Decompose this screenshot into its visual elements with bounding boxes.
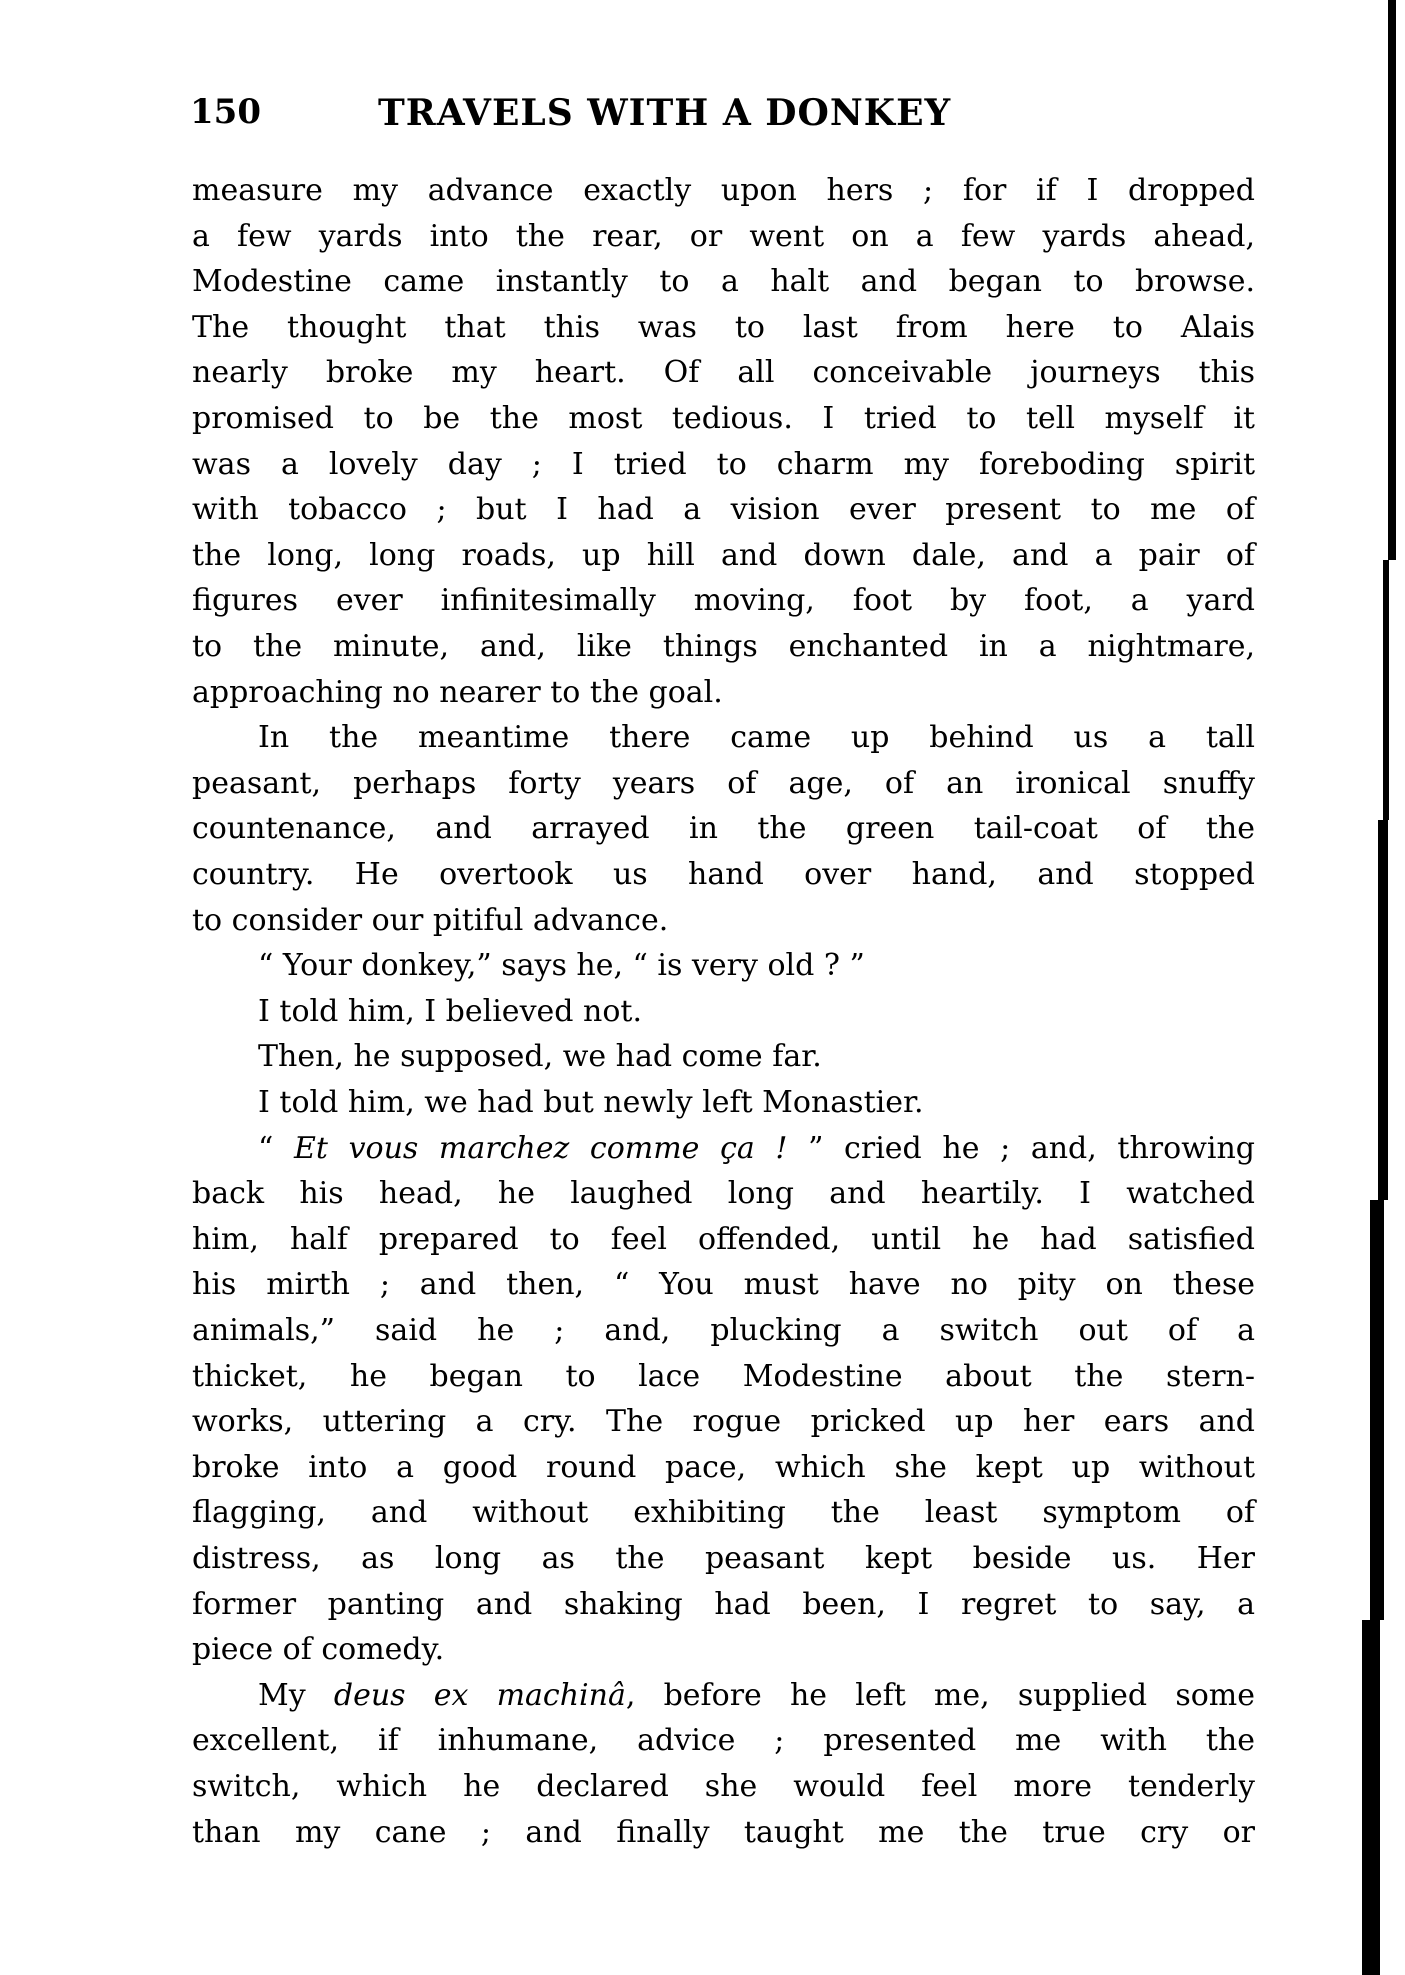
text-line: In the meantime there came up behind us a tall (258, 720, 1255, 756)
text-line: was a lovely day ; I tried to charm my foreboding spirit (192, 446, 1255, 482)
text-line: to the minute, and, like things enchanted in a nightmare, (192, 629, 1255, 664)
text-line: approaching no nearer to the goal. (192, 674, 723, 710)
text-line: peasant, perhaps forty years of age, of an ironical snuffy (192, 765, 1255, 801)
text-segment: “ (258, 1130, 294, 1166)
binding-shadow (1378, 820, 1388, 1200)
text-line: promised to be the most tedious. I tried to tell myself it (192, 401, 1255, 436)
text-line: switch, which he declared she would feel more tenderly (192, 1769, 1255, 1804)
text-line: “ Your donkey,” says he, “ is very old ? ” (258, 948, 865, 984)
text-line: I told him, we had but newly left Monastier. (258, 1085, 924, 1120)
text-line: the long, long roads, up hill and down dale, and a pair of (192, 537, 1255, 573)
running-title: TRAVELS WITH A DONKEY (378, 92, 952, 134)
text-line: distress, as long as the peasant kept beside us. Her (192, 1541, 1255, 1576)
text-line: Then, he supposed, we had come far. (258, 1039, 822, 1075)
text-line: flagging, and without exhibiting the least symptom of (192, 1495, 1255, 1531)
text-line: broke into a good round pace, which she kept up without (192, 1449, 1255, 1485)
binding-shadow (1388, 0, 1396, 560)
binding-shadow (1383, 560, 1389, 820)
italic-phrase: deus ex machinâ (333, 1677, 626, 1713)
text-line: works, uttering a cry. The rogue pricked up her ears and (192, 1404, 1255, 1440)
text-line: The thought that this was to last from here to Alais (192, 309, 1255, 345)
text-line: a few yards into the rear, or went on a few yards ahead, (192, 218, 1255, 254)
text-line: countenance, and arrayed in the green tail-coat of the (192, 811, 1255, 847)
page-number: 150 (190, 92, 261, 132)
text-line: thicket, he began to lace Modestine about the stern- (192, 1358, 1255, 1394)
text-line: to consider our pitiful advance. (192, 902, 669, 938)
text-line: former panting and shaking had been, I regret to say, a (192, 1586, 1255, 1622)
text-line: animals,” said he ; and, plucking a switch out of a (192, 1313, 1255, 1348)
text-line: measure my advance exactly upon hers ; for if I dropped (192, 173, 1255, 208)
text-line: I told him, I believed not. (258, 993, 642, 1029)
binding-shadow (1362, 1620, 1380, 1975)
text-line: his mirth ; and then, “ You must have no pity on these (192, 1267, 1255, 1303)
text-line: nearly broke my heart. Of all conceivable journeys this (192, 355, 1255, 391)
text-segment: My (258, 1677, 334, 1713)
text-line: with tobacco ; but I had a vision ever present to me of (192, 492, 1255, 528)
binding-shadow (1370, 1200, 1384, 1620)
text-line: country. He overtook us hand over hand, and stopped (192, 857, 1255, 892)
text-line: back his head, he laughed long and heartily. I watched (192, 1176, 1255, 1212)
text-line: Modestine came instantly to a halt and began to browse. (192, 264, 1255, 300)
text-line: than my cane ; and finally taught me the true cry or (192, 1814, 1255, 1850)
text-line: him, half prepared to feel offended, until he had satisfied (192, 1221, 1255, 1257)
text-line (258, 1673, 1255, 1718)
text-segment: , before he left me, supplied some (625, 1677, 1255, 1713)
text-line: figures ever infinitesimally moving, foot by foot, a yard (192, 583, 1255, 619)
italic-phrase: Et vous marchez comme ça ! (293, 1130, 788, 1166)
text-line: excellent, if inhumane, advice ; presented me with the (192, 1723, 1255, 1759)
text-line (258, 1126, 1255, 1171)
text-segment: ” cried he ; and, throwing (787, 1130, 1255, 1166)
text-line: piece of comedy. (192, 1632, 445, 1668)
